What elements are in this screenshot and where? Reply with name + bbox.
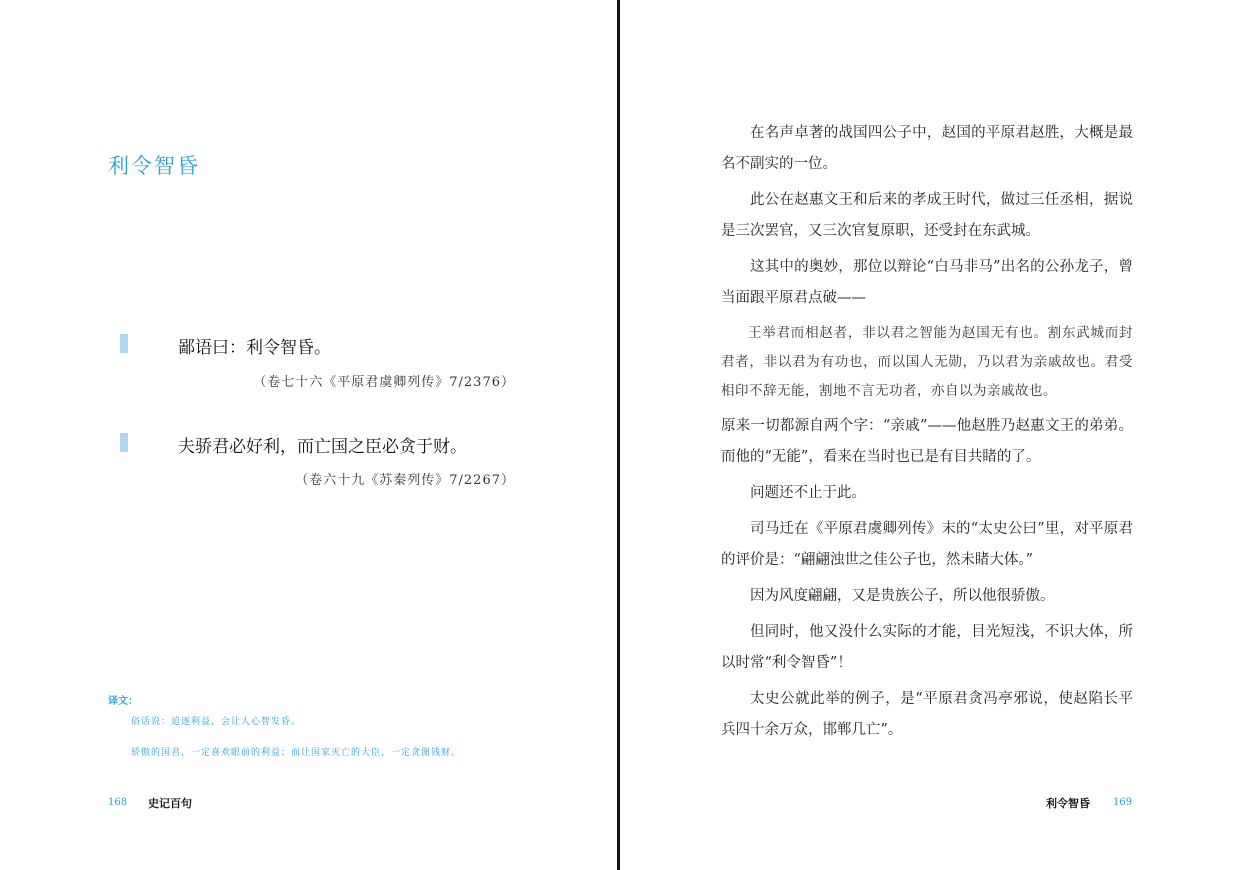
quote-text-1: 鄙语曰：利令智昏。	[178, 338, 331, 358]
quote-source-2: （卷六十九《苏秦列传》7/2267）	[295, 473, 515, 488]
left-page	[0, 0, 618, 870]
chapter-title: 利令智昏	[108, 154, 200, 178]
paragraph: 问题还不止于此。	[750, 485, 866, 501]
book-title: 史记百句	[148, 797, 192, 810]
paragraph: 太史公就此举的例子，是“平原君贪冯亭邪说，使赵陷长平兵四十余万众，邯郸几亡”。	[721, 691, 1133, 738]
page-number-left: 168	[108, 797, 128, 808]
page-number-right: 169	[1113, 797, 1133, 808]
body-text	[721, 118, 1133, 751]
paragraph: 但同时，他又没什么实际的才能，目光短浅，不识大体，所以时常“利令智昏”！	[721, 624, 1133, 671]
quote-marker	[120, 433, 128, 452]
paragraph: 司马迁在《平原君虞卿列传》末的“太史公曰”里，对平原君的评价是：“翩翩浊世之佳公子也，然未睹大体。”	[721, 521, 1133, 568]
paragraph: 在名声卓著的战国四公子中，赵国的平原君赵胜，大概是最名不副实的一位。	[721, 125, 1133, 172]
right-page	[621, 0, 1237, 870]
paragraph: 这其中的奥妙，那位以辩论“白马非马”出名的公孙龙子，曾当面跟平原君点破——	[721, 259, 1133, 306]
paragraph: 因为风度翩翩，又是贵族公子，所以他很骄傲。	[750, 588, 1055, 604]
quote-source-1: （卷七十六《平原君虞卿列传》7/2376）	[253, 375, 515, 390]
translation-line-1: 俗话说：追逐利益，会让人心智发昏。	[131, 717, 302, 727]
paragraph: 此公在赵惠文王和后来的孝成王时代，做过三任丞相，据说是三次罢官，又三次官复原职，还受封在东武城。	[721, 192, 1133, 239]
page-divider	[617, 0, 620, 870]
paragraph: 原来一切都源自两个字：“亲戚”——他赵胜乃赵惠文王的弟弟。而他的“无能”，看来在当时也已是有目共睹的了。	[721, 418, 1133, 465]
quote-marker	[120, 334, 128, 353]
running-chapter-title: 利令智昏	[1046, 797, 1090, 810]
translation-line-2: 骄傲的国君，一定喜欢眼前的利益；而让国家灭亡的大臣，一定贪图钱财。	[131, 748, 462, 758]
translation-label: 译文：	[108, 696, 138, 707]
citation-block: 王举君而相赵者，非以君之智能为赵国无有也。割东武城而封君者，非以君为有功也，而以国人无勋，乃以君为亲戚故也。君受相印不辞无能，割地不言无功者，亦自以为亲戚故也。	[721, 325, 1133, 399]
quote-text-2: 夫骄君必好利，而亡国之臣必贪于财。	[178, 437, 467, 457]
